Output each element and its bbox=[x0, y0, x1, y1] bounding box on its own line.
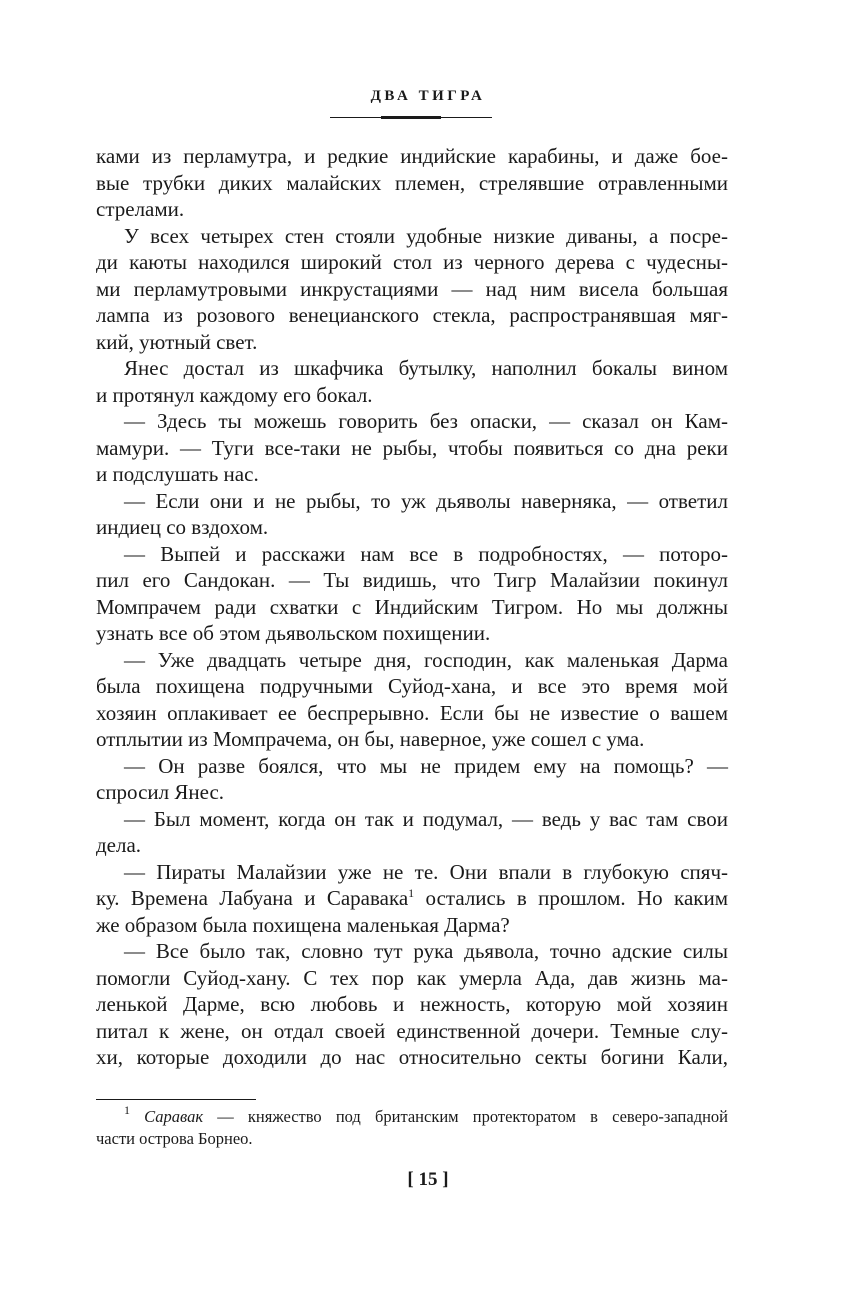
text-line: — Он разве боялся, что мы не придем ему на помощь? — bbox=[124, 753, 728, 778]
text-line: отплытии из Момпрачема, он бы, наверное, уже сошел с ума. bbox=[96, 727, 645, 751]
text-line: — Был момент, когда он так и подумал, — ведь у вас там свои bbox=[124, 806, 728, 831]
body-text bbox=[96, 143, 728, 1071]
text-line: мамури. — Туги все-таки не рыбы, чтобы появиться со дна реки bbox=[96, 435, 728, 460]
text-line: помогли Суйод-хану. С тех пор как умерла Ада, дав жизнь ма- bbox=[96, 965, 728, 990]
page-number: [ 15 ] bbox=[407, 1169, 449, 1190]
text-line: питал к жене, он отдал своей единственной дочери. Темные слу- bbox=[96, 1018, 728, 1043]
text-line: кий, уютный свет. bbox=[96, 329, 258, 354]
text-line: пил его Сандокан. — Ты видишь, что Тигр Малайзии покинул bbox=[96, 568, 728, 592]
text-line: Янес достал из шкафчика бутылку, наполнил бокалы вином bbox=[124, 356, 728, 380]
text-line: вые трубки диких малайских племен, стрелявшие отравленными bbox=[96, 170, 728, 195]
text-line: лампа из розового венецианского стекла, распространявшая мяг- bbox=[96, 303, 728, 327]
footnote bbox=[96, 1103, 729, 1150]
text-line: стрелами. bbox=[96, 197, 185, 221]
text-line: узнать все об этом дьявольском похищении. bbox=[96, 621, 491, 645]
text-line: — Уже двадцать четыре дня, господин, как маленькая Дарма bbox=[124, 647, 728, 672]
header-rule-accent bbox=[381, 116, 441, 119]
footnote-line bbox=[96, 1103, 729, 1128]
text-line: — Пираты Малайзии уже не те. Они впали в глубокую спяч- bbox=[124, 859, 728, 884]
footnote-reference: 1 bbox=[408, 886, 415, 900]
text-line: спросил Янес. bbox=[96, 780, 225, 804]
text-line: У всех четырех стен стояли удобные низкие диваны, а посре- bbox=[124, 223, 728, 248]
text-line: — Выпей и расскажи нам все в подробностях, — поторо- bbox=[124, 541, 728, 566]
text-line: и подслушать нас. bbox=[96, 462, 259, 486]
text-line: Момпрачем ради схватки с Индийским Тигром. Но мы должны bbox=[96, 594, 728, 619]
text-line: хозяин оплакивает ее беспрерывно. Если бы не известие о вашем bbox=[96, 700, 728, 725]
text-line-tail: остались в прошлом. Но каким bbox=[414, 886, 728, 910]
text-line: же образом была похищена маленькая Дарма? bbox=[96, 912, 510, 937]
text-line: была похищена подручными Суйод-хана, и все это время мой bbox=[96, 674, 728, 698]
text-line: ками из перламутра, и редкие индийские карабины, и даже бое- bbox=[96, 144, 728, 168]
footnote-rule bbox=[96, 1099, 256, 1100]
text-line: ди каюты находился широкий стол из черного дерева с чудесны- bbox=[96, 250, 728, 274]
running-head: ДВА ТИГРА bbox=[370, 88, 486, 104]
text-line: — Все было так, словно тут рука дьявола, точно адские силы bbox=[124, 939, 728, 963]
text-line: ми перламутровыми инкрустациями — над ним висела большая bbox=[96, 276, 728, 301]
footnote-term: Саравак bbox=[144, 1107, 204, 1126]
text-line: и протянул каждому его бокал. bbox=[96, 382, 373, 407]
text-line: индиец со вздохом. bbox=[96, 515, 269, 539]
footnote-mark: 1 bbox=[124, 1103, 130, 1117]
footnote-text: — княжество под британским протекторатом в северо-западной bbox=[203, 1107, 729, 1126]
text-line: ленькой Дарме, всю любовь и нежность, которую мой хозяин bbox=[96, 992, 728, 1016]
footnote-line: части острова Борнео. bbox=[96, 1129, 253, 1148]
text-line-with-footnote bbox=[96, 885, 728, 912]
text-line-head: ку. Времена Лабуана и Саравака bbox=[96, 886, 409, 910]
text-line: дела. bbox=[96, 833, 142, 857]
text-line: — Если они и не рыбы, то уж дьяволы наверняка, — ответил bbox=[124, 488, 728, 513]
text-line: хи, которые доходили до нас относительно секты богини Кали, bbox=[96, 1045, 728, 1069]
text-line: — Здесь ты можешь говорить без опаски, — сказал он Кам- bbox=[124, 409, 728, 433]
